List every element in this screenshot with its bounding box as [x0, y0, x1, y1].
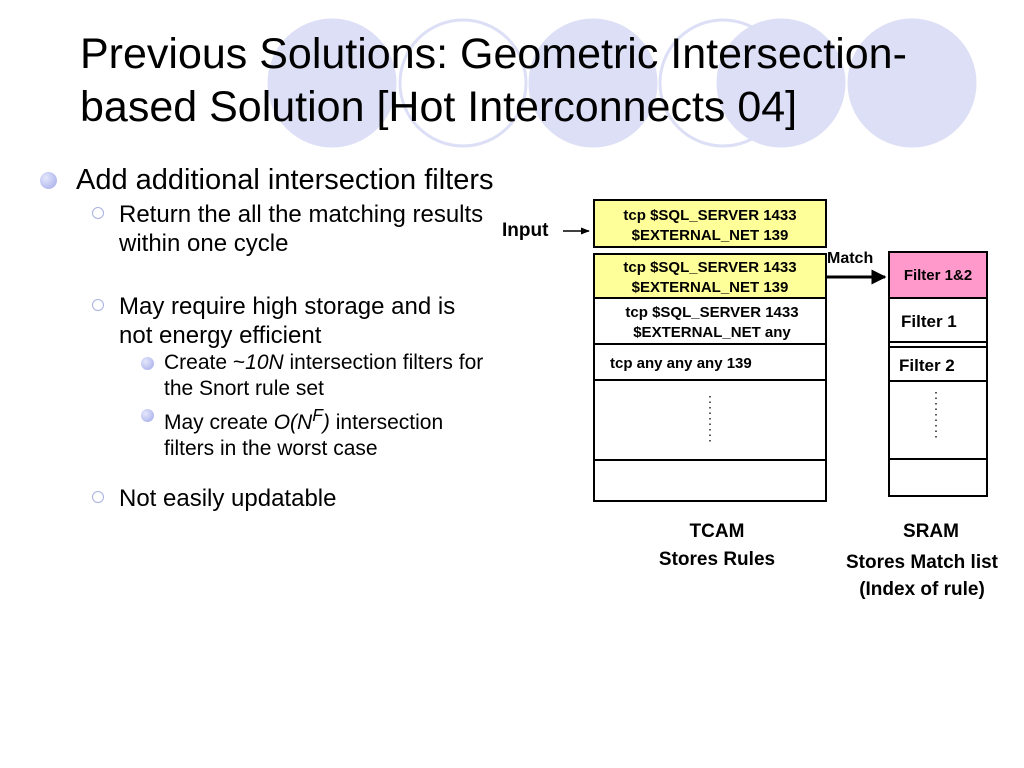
- sram-row-text: Filter 1: [901, 312, 957, 331]
- math-emphasis: 10N: [245, 351, 284, 374]
- bullet-text-part: Create ~: [164, 351, 246, 374]
- tcam-caption-desc: Stores Rules: [658, 549, 776, 570]
- bullet-text-part: intersection filters in the worst case: [164, 411, 444, 460]
- bullet-text-part: intersection filters for the Snort rule set: [164, 351, 484, 400]
- math-text: O(N: [273, 411, 313, 434]
- tcam-caption: TCAM: [689, 521, 745, 542]
- slide-title: Previous Solutions: Geometric Intersection-based Solution [Hot Interconnects 04]: [80, 30, 907, 131]
- bullet-level3: [40, 402, 495, 462]
- bullet-text-part: May create: [164, 411, 274, 434]
- tcam-row-text: $EXTERNAL_NET 139: [631, 227, 789, 244]
- math-emphasis: [273, 405, 330, 434]
- tcam-sram-diagram: [490, 190, 1024, 620]
- bullet-ring-icon: [92, 491, 104, 503]
- bullet-level2: [40, 292, 495, 350]
- bullet-text: Return the all the matching results within one cycle: [119, 201, 484, 257]
- sram-caption-desc: (Index of rule): [859, 579, 985, 600]
- sram-caption-desc: Stores Match list: [845, 552, 999, 573]
- bullet-level2: [40, 200, 495, 258]
- math-superscript: F: [312, 405, 323, 425]
- tcam-row-text: tcp $SQL_SERVER 1433: [623, 259, 797, 276]
- bullet-dot-icon: [40, 172, 57, 189]
- bullet-level1: [40, 164, 495, 196]
- match-label: Match: [827, 250, 874, 267]
- sram-caption: SRAM: [903, 521, 959, 542]
- bullet-level2: [40, 484, 495, 513]
- bullet-level3: [40, 350, 495, 402]
- sram-row-text: Filter 1&2: [903, 267, 973, 284]
- tcam-row-text: $EXTERNAL_NET any: [633, 324, 791, 341]
- tcam-row-text: tcp $SQL_SERVER 1433: [623, 207, 797, 224]
- bullet-ring-icon: [92, 299, 104, 311]
- bullet-list: [40, 164, 495, 513]
- tcam-row-text: tcp any any any 139: [610, 355, 752, 372]
- bullet-dot-icon: [141, 409, 154, 422]
- math-text: ): [322, 411, 330, 434]
- input-label: Input: [502, 220, 549, 241]
- tcam-row-text: tcp $SQL_SERVER 1433: [625, 304, 799, 321]
- bullet-ring-icon: [92, 207, 104, 219]
- sram-row-text: Filter 2: [899, 356, 955, 375]
- bullet-text: May require high storage and is not energy efficient: [119, 293, 456, 349]
- bullet-text: Not easily updatable: [119, 485, 337, 512]
- bullet-dot-icon: [141, 357, 154, 370]
- bullet-text: Add additional intersection filters: [76, 164, 494, 196]
- tcam-row-text: $EXTERNAL_NET 139: [631, 279, 789, 296]
